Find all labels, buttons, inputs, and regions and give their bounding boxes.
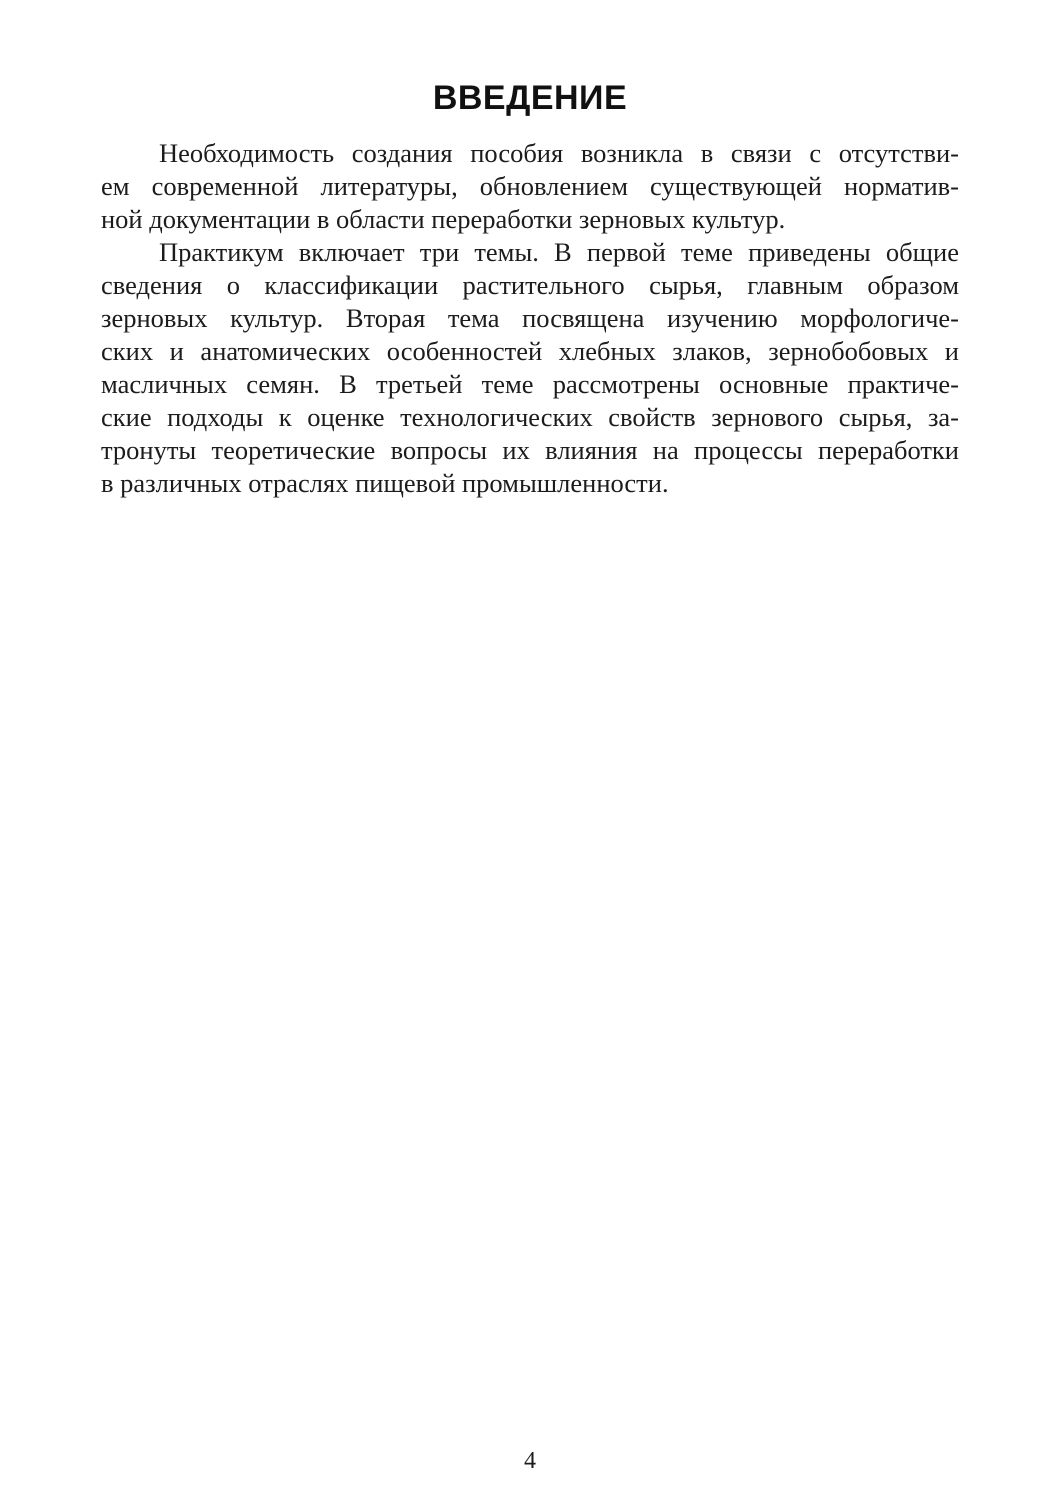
- text-line: зерновых культур. Вторая тема посвящена изучению морфологиче-: [101, 303, 959, 333]
- text-line: сведения о классификации растительного сырья, главным образом: [101, 270, 959, 300]
- text-line: ские подходы к оценке технологических свойств зернового сырья, за-: [101, 402, 959, 432]
- text-line: в различных отраслях пищевой промышленности.: [101, 468, 669, 498]
- text-line: тронуты теоретические вопросы их влияния на процессы переработки: [101, 435, 959, 465]
- text-line: Необходимость создания пособия возникла в связи с отсутстви-: [159, 138, 959, 168]
- page-title: ВВЕДЕНИЕ: [432, 79, 628, 117]
- text-line: ских и анатомических особенностей хлебных злаков, зернобобовых и: [101, 336, 959, 366]
- paragraph-1: [101, 137, 959, 236]
- text-line: масличных семян. В третьей теме рассмотрены основные практиче-: [101, 369, 959, 399]
- text-line: ной документации в области переработки зерновых культур.: [101, 204, 786, 234]
- page-number: 4: [524, 1448, 536, 1474]
- text-line: ем современной литературы, обновлением существующей норматив-: [101, 171, 959, 201]
- body-text: [101, 137, 959, 500]
- text-line: Практикум включает три темы. В первой теме приведены общие: [159, 237, 959, 267]
- paragraph-2: [101, 236, 959, 500]
